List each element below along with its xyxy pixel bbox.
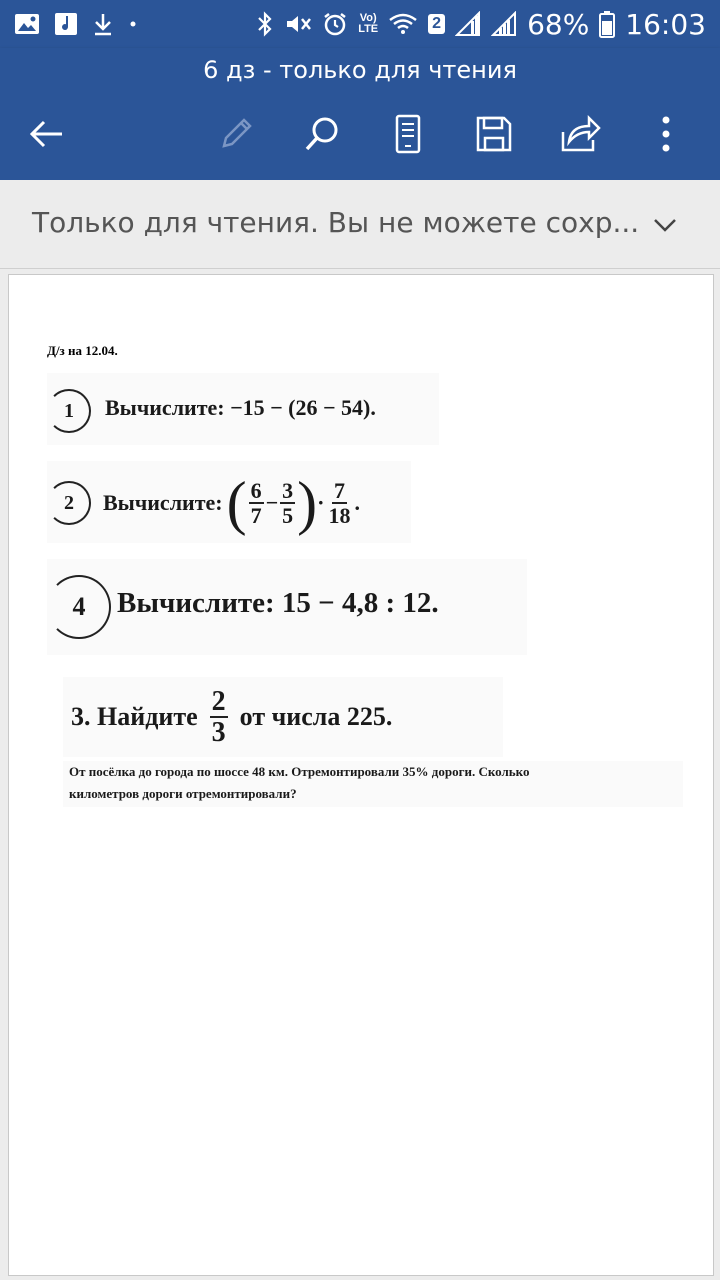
task-number: 2 bbox=[64, 491, 74, 514]
mute-icon bbox=[284, 12, 312, 36]
volte-indicator: Vo) LTE bbox=[358, 12, 379, 35]
task-4 bbox=[47, 559, 527, 655]
task-label: Вычислите: bbox=[103, 490, 223, 515]
fraction: $\frac{7}{18}$ bbox=[328, 477, 351, 528]
task-1 bbox=[47, 373, 439, 445]
fraction: $\frac{6}{7}$ bbox=[250, 477, 262, 528]
share-button[interactable] bbox=[556, 110, 604, 158]
search-icon bbox=[302, 114, 342, 154]
gallery-icon bbox=[14, 13, 40, 35]
fraction: $\frac{3}{5}$ bbox=[282, 477, 294, 528]
mobile-view-button[interactable] bbox=[384, 110, 432, 158]
banner-message: Только для чтения. Вы не можете сохр... bbox=[32, 206, 640, 239]
paren-open: ( bbox=[226, 470, 247, 536]
task-number: 4 bbox=[72, 592, 86, 621]
chevron-down-icon[interactable] bbox=[650, 210, 680, 240]
task-text: Вычислите: 15 − 4,8 : 12. bbox=[117, 587, 439, 619]
dot-icon bbox=[128, 19, 138, 29]
battery-icon bbox=[599, 10, 615, 38]
share-icon bbox=[559, 114, 601, 154]
battery-percent: 68% bbox=[527, 7, 590, 41]
alarm-icon bbox=[322, 11, 348, 37]
document-title: 6 дз - только для чтения bbox=[203, 56, 517, 84]
task-expression bbox=[71, 681, 392, 753]
app-bar bbox=[0, 48, 720, 180]
task-number-circle bbox=[47, 389, 91, 433]
edit-button[interactable] bbox=[212, 110, 260, 158]
paren-close: ) bbox=[297, 470, 318, 536]
save-icon bbox=[474, 114, 514, 154]
task-text-line: километров дороги отремонтировали? bbox=[69, 786, 297, 801]
task-number-circle bbox=[47, 481, 91, 525]
read-only-banner[interactable] bbox=[0, 180, 720, 269]
bluetooth-icon bbox=[256, 10, 274, 38]
music-icon bbox=[54, 12, 78, 36]
task-number: 1 bbox=[64, 399, 74, 422]
homework-heading: Д/з на 12.04. bbox=[47, 343, 118, 358]
clock: 16:03 bbox=[625, 7, 706, 41]
back-button[interactable] bbox=[22, 110, 70, 158]
wifi-icon bbox=[388, 12, 418, 36]
more-vertical-icon bbox=[660, 114, 672, 154]
document-page bbox=[8, 274, 714, 1276]
sim-badge: 2 bbox=[428, 14, 445, 34]
signal-icon bbox=[455, 11, 481, 37]
mobile-view-icon bbox=[393, 114, 423, 154]
task-5 bbox=[63, 761, 683, 807]
pencil-icon bbox=[216, 114, 256, 154]
task-expression: Вычислите: ( $\frac{6}{7}$ − $\frac{3}{5}$ ) · $\frac{7}{18}$ . bbox=[103, 470, 360, 536]
fraction: $\frac{2}{3}$ bbox=[211, 685, 226, 748]
task-text: Вычислите: −15 − (26 − 54). bbox=[105, 395, 376, 420]
task-suffix: от числа 225. bbox=[239, 702, 393, 731]
status-bar bbox=[0, 0, 720, 48]
more-options-button[interactable] bbox=[642, 110, 690, 158]
task-2 bbox=[47, 461, 411, 543]
download-icon bbox=[92, 12, 114, 36]
save-button[interactable] bbox=[470, 110, 518, 158]
task-3 bbox=[63, 677, 503, 757]
task-text-line: От посёлка до города по шоссе 48 км. Отремонтировали 35% дороги. Сколько bbox=[69, 764, 530, 779]
search-button[interactable] bbox=[298, 110, 346, 158]
signal-icon-2 bbox=[491, 11, 517, 37]
task-number-circle bbox=[47, 575, 111, 639]
back-arrow-icon bbox=[26, 118, 66, 150]
task-prefix: 3. Найдите bbox=[71, 702, 198, 731]
